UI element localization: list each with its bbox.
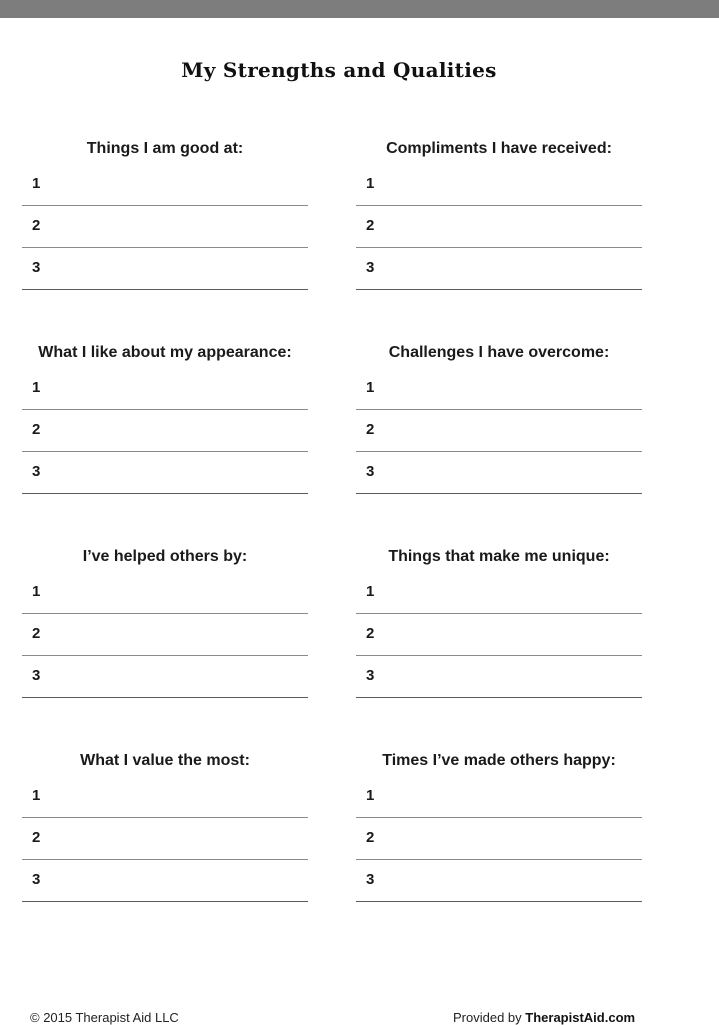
line-number: 2 bbox=[32, 421, 41, 438]
answer-line[interactable] bbox=[22, 410, 308, 452]
answer-line[interactable] bbox=[356, 776, 642, 818]
line-number: 2 bbox=[366, 625, 375, 642]
answer-line[interactable] bbox=[356, 164, 642, 206]
section-heading: Things that make me unique: bbox=[388, 548, 610, 565]
footer-site-link[interactable]: TherapistAid.com bbox=[525, 1010, 636, 1025]
footer-copyright: © 2015 Therapist Aid LLC bbox=[30, 1010, 179, 1025]
answer-line[interactable] bbox=[22, 572, 308, 614]
section-heading: Challenges I have overcome: bbox=[388, 344, 610, 361]
line-number: 2 bbox=[32, 829, 41, 846]
answer-line[interactable] bbox=[356, 248, 642, 290]
top-bar bbox=[0, 0, 719, 18]
answer-line[interactable] bbox=[22, 206, 308, 248]
line-number: 3 bbox=[366, 259, 375, 276]
section-heading: What I like about my appearance: bbox=[38, 344, 292, 361]
line-number: 3 bbox=[32, 463, 41, 480]
answer-line[interactable] bbox=[356, 860, 642, 902]
answer-line[interactable] bbox=[22, 656, 308, 698]
answer-line[interactable] bbox=[22, 776, 308, 818]
answer-line[interactable] bbox=[356, 206, 642, 248]
answer-line[interactable] bbox=[356, 452, 642, 494]
line-number: 1 bbox=[32, 787, 41, 804]
answer-line[interactable] bbox=[356, 614, 642, 656]
line-number: 1 bbox=[366, 787, 375, 804]
answer-line[interactable] bbox=[22, 248, 308, 290]
line-number: 1 bbox=[366, 583, 375, 600]
line-number: 3 bbox=[32, 259, 41, 276]
section-heading: What I value the most: bbox=[80, 752, 250, 769]
line-number: 3 bbox=[366, 463, 375, 480]
line-number: 1 bbox=[366, 379, 375, 396]
answer-line[interactable] bbox=[356, 572, 642, 614]
section-heading: Things I am good at: bbox=[86, 140, 244, 157]
line-number: 2 bbox=[32, 625, 41, 642]
line-number: 2 bbox=[366, 421, 375, 438]
answer-line[interactable] bbox=[356, 818, 642, 860]
line-number: 2 bbox=[366, 829, 375, 846]
line-number: 3 bbox=[366, 871, 375, 888]
answer-line[interactable] bbox=[22, 164, 308, 206]
section-heading: Compliments I have received: bbox=[386, 140, 612, 157]
answer-line[interactable] bbox=[22, 368, 308, 410]
line-number: 2 bbox=[366, 217, 375, 234]
answer-line[interactable] bbox=[356, 368, 642, 410]
answer-line[interactable] bbox=[22, 614, 308, 656]
answer-line[interactable] bbox=[22, 452, 308, 494]
line-number: 1 bbox=[366, 175, 375, 192]
section-heading: I’ve helped others by: bbox=[82, 548, 248, 565]
line-number: 1 bbox=[32, 583, 41, 600]
line-number: 1 bbox=[32, 379, 41, 396]
answer-line[interactable] bbox=[356, 410, 642, 452]
answer-line[interactable] bbox=[356, 656, 642, 698]
page-title: My Strengths and Qualities bbox=[181, 58, 497, 82]
answer-line[interactable] bbox=[22, 860, 308, 902]
answer-line[interactable] bbox=[22, 818, 308, 860]
footer-provided-by bbox=[453, 1010, 635, 1025]
line-number: 3 bbox=[32, 871, 41, 888]
line-number: 3 bbox=[32, 667, 41, 684]
footer-provided-label: Provided by bbox=[453, 1010, 522, 1025]
line-number: 1 bbox=[32, 175, 41, 192]
section-heading: Times I’ve made others happy: bbox=[382, 752, 616, 769]
line-number: 2 bbox=[32, 217, 41, 234]
line-number: 3 bbox=[366, 667, 375, 684]
